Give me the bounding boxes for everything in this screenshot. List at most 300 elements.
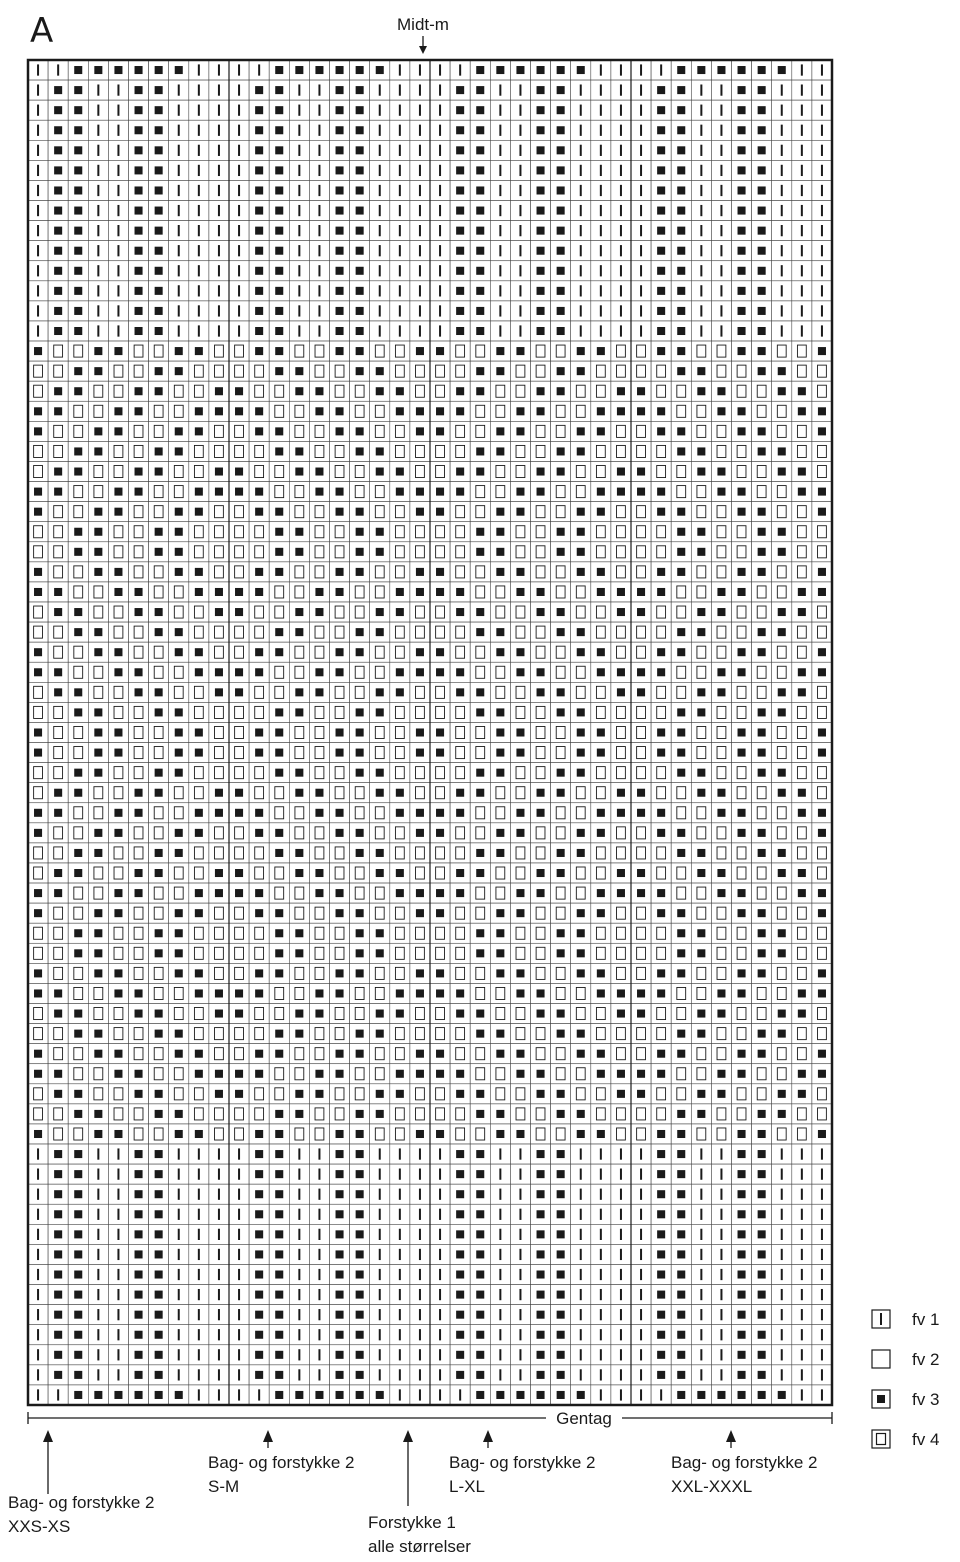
stitch-cell — [812, 542, 832, 562]
stitch-cell — [209, 221, 229, 241]
stitch-cell — [671, 903, 691, 923]
stitch-cell — [611, 883, 631, 903]
stitch-cell — [269, 803, 289, 823]
stitch-cell — [611, 542, 631, 562]
stitch-cell — [410, 582, 430, 602]
stitch-cell — [470, 823, 490, 843]
stitch-cell — [269, 321, 289, 341]
stitch-cell — [309, 783, 329, 803]
stitch-cell — [450, 602, 470, 622]
stitch-cell — [591, 381, 611, 401]
stitch-cell — [68, 401, 88, 421]
stitch-cell — [711, 963, 731, 983]
stitch-cell — [370, 241, 390, 261]
stitch-cell — [732, 100, 752, 120]
stitch-cell — [269, 763, 289, 783]
stitch-cell — [490, 963, 510, 983]
stitch-cell — [189, 461, 209, 481]
stitch-cell — [48, 542, 68, 562]
stitch-cell — [209, 482, 229, 502]
stitch-cell — [772, 1044, 792, 1064]
stitch-cell — [370, 582, 390, 602]
stitch-cell — [410, 682, 430, 702]
stitch-cell — [189, 1144, 209, 1164]
stitch-cell — [370, 923, 390, 943]
stitch-cell — [711, 341, 731, 361]
stitch-cell — [68, 341, 88, 361]
stitch-cell — [772, 943, 792, 963]
stitch-cell — [209, 1385, 229, 1405]
stitch-cell — [209, 702, 229, 722]
stitch-cell — [671, 1124, 691, 1144]
stitch-cell — [249, 381, 269, 401]
stitch-cell — [671, 1264, 691, 1284]
stitch-cell — [68, 421, 88, 441]
stitch-cell — [631, 843, 651, 863]
stitch-cell — [289, 60, 309, 80]
stitch-cell — [108, 602, 128, 622]
stitch-cell — [531, 261, 551, 281]
stitch-cell — [711, 482, 731, 502]
stitch-cell — [752, 1244, 772, 1264]
stitch-cell — [450, 1264, 470, 1284]
stitch-cell — [309, 763, 329, 783]
stitch-cell — [108, 763, 128, 783]
stitch-cell — [209, 823, 229, 843]
stitch-cell — [752, 201, 772, 221]
stitch-cell — [129, 783, 149, 803]
stitch-cell — [470, 221, 490, 241]
stitch-cell — [631, 1104, 651, 1124]
stitch-cell — [711, 60, 731, 80]
stitch-cell — [551, 903, 571, 923]
size-marker-s-m — [208, 1430, 354, 1496]
stitch-cell — [269, 1285, 289, 1305]
stitch-cell — [671, 1044, 691, 1064]
stitch-cell — [410, 662, 430, 682]
stitch-cell — [671, 1365, 691, 1385]
stitch-cell — [631, 1264, 651, 1284]
stitch-cell — [551, 80, 571, 100]
stitch-cell — [490, 642, 510, 662]
stitch-cell — [149, 843, 169, 863]
stitch-cell — [28, 763, 48, 783]
stitch-cell — [531, 1084, 551, 1104]
stitch-cell — [249, 502, 269, 522]
stitch-cell — [108, 1144, 128, 1164]
stitch-cell — [289, 1264, 309, 1284]
stitch-cell — [309, 1124, 329, 1144]
stitch-cell — [390, 983, 410, 1003]
stitch-cell — [691, 1124, 711, 1144]
stitch-cell — [249, 341, 269, 361]
stitch-cell — [531, 221, 551, 241]
stitch-cell — [812, 1305, 832, 1325]
stitch-cell — [169, 301, 189, 321]
stitch-cell — [430, 1305, 450, 1325]
stitch-cell — [611, 1244, 631, 1264]
stitch-cell — [390, 843, 410, 863]
stitch-cell — [430, 682, 450, 702]
stitch-cell — [470, 1345, 490, 1365]
stitch-cell — [531, 341, 551, 361]
stitch-cell — [752, 341, 772, 361]
stitch-cell — [129, 943, 149, 963]
stitch-cell — [611, 923, 631, 943]
stitch-cell — [88, 903, 108, 923]
stitch-cell — [571, 1305, 591, 1325]
stitch-cell — [752, 542, 772, 562]
stitch-cell — [108, 983, 128, 1003]
stitch-cell — [249, 1204, 269, 1224]
stitch-cell — [249, 482, 269, 502]
stitch-cell — [410, 923, 430, 943]
stitch-cell — [88, 140, 108, 160]
stitch-cell — [531, 542, 551, 562]
stitch-cell — [229, 823, 249, 843]
stitch-cell — [189, 883, 209, 903]
stitch-cell — [671, 642, 691, 662]
stitch-cell — [732, 682, 752, 702]
stitch-cell — [350, 1104, 370, 1124]
stitch-cell — [571, 421, 591, 441]
stitch-cell — [732, 221, 752, 241]
stitch-cell — [571, 1084, 591, 1104]
stitch-cell — [289, 321, 309, 341]
stitch-cell — [410, 1104, 430, 1124]
stitch-cell — [68, 1385, 88, 1405]
stitch-cell — [88, 1184, 108, 1204]
stitch-cell — [88, 722, 108, 742]
stitch-cell — [691, 843, 711, 863]
stitch-cell — [510, 441, 530, 461]
stitch-cell — [350, 1325, 370, 1345]
stitch-cell — [169, 763, 189, 783]
stitch-cell — [28, 1104, 48, 1124]
stitch-cell — [149, 361, 169, 381]
stitch-cell — [309, 201, 329, 221]
stitch-cell — [28, 1124, 48, 1144]
stitch-cell — [611, 180, 631, 200]
stitch-cell — [651, 281, 671, 301]
stitch-cell — [309, 1244, 329, 1264]
stitch-cell — [209, 1264, 229, 1284]
stitch-cell — [470, 482, 490, 502]
stitch-cell — [330, 783, 350, 803]
stitch-cell — [631, 642, 651, 662]
stitch-cell — [88, 120, 108, 140]
stitch-cell — [450, 80, 470, 100]
stitch-cell — [269, 60, 289, 80]
stitch-cell — [430, 662, 450, 682]
stitch-cell — [531, 1024, 551, 1044]
stitch-cell — [410, 100, 430, 120]
stitch-cell — [229, 341, 249, 361]
stitch-cell — [269, 1305, 289, 1325]
stitch-cell — [651, 1144, 671, 1164]
stitch-cell — [812, 582, 832, 602]
stitch-cell — [309, 381, 329, 401]
stitch-cell — [551, 1044, 571, 1064]
stitch-cell — [772, 1064, 792, 1084]
stitch-cell — [88, 1064, 108, 1084]
stitch-cell — [350, 722, 370, 742]
stitch-cell — [490, 522, 510, 542]
stitch-cell — [269, 702, 289, 722]
stitch-cell — [330, 60, 350, 80]
stitch-cell — [149, 823, 169, 843]
stitch-cell — [591, 461, 611, 481]
stitch-cell — [129, 281, 149, 301]
stitch-cell — [792, 963, 812, 983]
stitch-cell — [149, 1164, 169, 1184]
stitch-cell — [752, 602, 772, 622]
stitch-cell — [229, 582, 249, 602]
stitch-cell — [269, 140, 289, 160]
stitch-cell — [470, 1325, 490, 1345]
stitch-cell — [531, 983, 551, 1003]
stitch-cell — [350, 522, 370, 542]
stitch-cell — [470, 542, 490, 562]
stitch-cell — [490, 823, 510, 843]
stitch-cell — [48, 221, 68, 241]
stitch-cell — [249, 1345, 269, 1365]
stitch-cell — [732, 60, 752, 80]
stitch-cell — [68, 1084, 88, 1104]
stitch-cell — [611, 1385, 631, 1405]
stitch-cell — [350, 843, 370, 863]
stitch-cell — [430, 60, 450, 80]
stitch-cell — [792, 682, 812, 702]
stitch-cell — [470, 1124, 490, 1144]
stitch-cell — [470, 80, 490, 100]
stitch-cell — [631, 321, 651, 341]
stitch-cell — [531, 903, 551, 923]
stitch-cell — [48, 1124, 68, 1144]
stitch-cell — [691, 602, 711, 622]
stitch-cell — [68, 622, 88, 642]
stitch-cell — [149, 482, 169, 502]
stitch-cell — [370, 80, 390, 100]
stitch-cell — [249, 1044, 269, 1064]
stitch-cell — [249, 361, 269, 381]
stitch-cell — [732, 903, 752, 923]
stitch-cell — [269, 341, 289, 361]
stitch-cell — [249, 80, 269, 100]
stitch-cell — [88, 662, 108, 682]
stitch-cell — [169, 1365, 189, 1385]
stitch-cell — [370, 261, 390, 281]
stitch-cell — [390, 361, 410, 381]
stitch-cell — [490, 1305, 510, 1325]
stitch-cell — [269, 1264, 289, 1284]
stitch-cell — [792, 1244, 812, 1264]
stitch-cell — [289, 401, 309, 421]
stitch-cell — [470, 1264, 490, 1284]
stitch-cell — [289, 1244, 309, 1264]
stitch-cell — [510, 1004, 530, 1024]
stitch-cell — [711, 823, 731, 843]
stitch-cell — [209, 120, 229, 140]
stitch-cell — [48, 843, 68, 863]
stitch-cell — [490, 241, 510, 261]
stitch-cell — [289, 120, 309, 140]
stitch-cell — [450, 722, 470, 742]
stitch-cell — [108, 642, 128, 662]
stitch-cell — [249, 1305, 269, 1325]
stitch-cell — [510, 120, 530, 140]
stitch-cell — [229, 903, 249, 923]
stitch-cell — [269, 100, 289, 120]
stitch-cell — [88, 883, 108, 903]
stitch-cell — [490, 783, 510, 803]
size-marker-xxs-xs — [8, 1430, 154, 1536]
stitch-cell — [229, 160, 249, 180]
stitch-cell — [591, 783, 611, 803]
stitch-cell — [611, 80, 631, 100]
stitch-cell — [490, 883, 510, 903]
stitch-cell — [510, 763, 530, 783]
stitch-cell — [149, 441, 169, 461]
stitch-cell — [470, 923, 490, 943]
stitch-cell — [691, 743, 711, 763]
stitch-cell — [631, 341, 651, 361]
stitch-cell — [209, 361, 229, 381]
stitch-cell — [430, 341, 450, 361]
stitch-cell — [189, 341, 209, 361]
stitch-cell — [289, 301, 309, 321]
stitch-cell — [28, 662, 48, 682]
stitch-cell — [149, 1325, 169, 1345]
stitch-cell — [671, 1325, 691, 1345]
stitch-cell — [108, 843, 128, 863]
stitch-cell — [249, 622, 269, 642]
stitch-cell — [68, 502, 88, 522]
stitch-cell — [269, 1184, 289, 1204]
stitch-cell — [249, 441, 269, 461]
stitch-cell — [551, 642, 571, 662]
stitch-cell — [792, 923, 812, 943]
stitch-cell — [510, 963, 530, 983]
stitch-cell — [812, 321, 832, 341]
stitch-cell — [551, 261, 571, 281]
stitch-cell — [229, 1024, 249, 1044]
stitch-cell — [309, 482, 329, 502]
stitch-cell — [531, 381, 551, 401]
stitch-cell — [390, 823, 410, 843]
stitch-cell — [129, 261, 149, 281]
stitch-cell — [450, 1104, 470, 1124]
stitch-cell — [390, 1285, 410, 1305]
stitch-cell — [792, 160, 812, 180]
stitch-cell — [88, 80, 108, 100]
stitch-cell — [88, 702, 108, 722]
stitch-cell — [370, 221, 390, 241]
stitch-cell — [289, 1044, 309, 1064]
stitch-cell — [28, 1044, 48, 1064]
stitch-cell — [189, 1345, 209, 1365]
stitch-cell — [470, 1385, 490, 1405]
stitch-cell — [611, 381, 631, 401]
stitch-cell — [772, 622, 792, 642]
stitch-cell — [189, 1224, 209, 1244]
stitch-cell — [309, 903, 329, 923]
stitch-cell — [812, 1345, 832, 1365]
stitch-cell — [108, 1385, 128, 1405]
stitch-cell — [591, 983, 611, 1003]
stitch-cell — [651, 823, 671, 843]
stitch-cell — [108, 622, 128, 642]
stitch-cell — [671, 180, 691, 200]
stitch-cell — [611, 642, 631, 662]
stitch-cell — [149, 763, 169, 783]
stitch-cell — [330, 722, 350, 742]
stitch-cell — [129, 883, 149, 903]
stitch-cell — [510, 301, 530, 321]
stitch-cell — [631, 241, 651, 261]
stitch-cell — [169, 662, 189, 682]
stitch-cell — [189, 1084, 209, 1104]
stitch-cell — [108, 743, 128, 763]
stitch-cell — [108, 702, 128, 722]
stitch-cell — [450, 100, 470, 120]
stitch-cell — [470, 441, 490, 461]
stitch-cell — [209, 763, 229, 783]
stitch-cell — [470, 983, 490, 1003]
stitch-cell — [129, 542, 149, 562]
stitch-cell — [671, 582, 691, 602]
stitch-cell — [88, 401, 108, 421]
stitch-cell — [229, 301, 249, 321]
stitch-cell — [209, 80, 229, 100]
stitch-cell — [732, 160, 752, 180]
stitch-cell — [209, 883, 229, 903]
stitch-cell — [149, 1024, 169, 1044]
stitch-cell — [410, 702, 430, 722]
stitch-cell — [390, 461, 410, 481]
stitch-cell — [631, 381, 651, 401]
stitch-cell — [48, 401, 68, 421]
stitch-cell — [772, 441, 792, 461]
stitch-cell — [490, 100, 510, 120]
stitch-cell — [551, 1385, 571, 1405]
stitch-cell — [752, 221, 772, 241]
stitch-cell — [309, 983, 329, 1003]
stitch-cell — [28, 160, 48, 180]
stitch-cell — [651, 1044, 671, 1064]
stitch-cell — [169, 622, 189, 642]
stitch-cell — [189, 1044, 209, 1064]
stitch-cell — [189, 60, 209, 80]
stitch-cell — [430, 100, 450, 120]
stitch-cell — [209, 100, 229, 120]
stitch-cell — [470, 743, 490, 763]
stitch-cell — [430, 421, 450, 441]
stitch-cell — [149, 702, 169, 722]
stitch-cell — [289, 1124, 309, 1144]
stitch-cell — [651, 743, 671, 763]
stitch-cell — [591, 722, 611, 742]
stitch-cell — [309, 602, 329, 622]
stitch-cell — [531, 883, 551, 903]
stitch-cell — [772, 502, 792, 522]
stitch-cell — [28, 1084, 48, 1104]
stitch-cell — [551, 221, 571, 241]
stitch-cell — [490, 301, 510, 321]
stitch-cell — [229, 1184, 249, 1204]
stitch-cell — [551, 963, 571, 983]
stitch-cell — [611, 1345, 631, 1365]
